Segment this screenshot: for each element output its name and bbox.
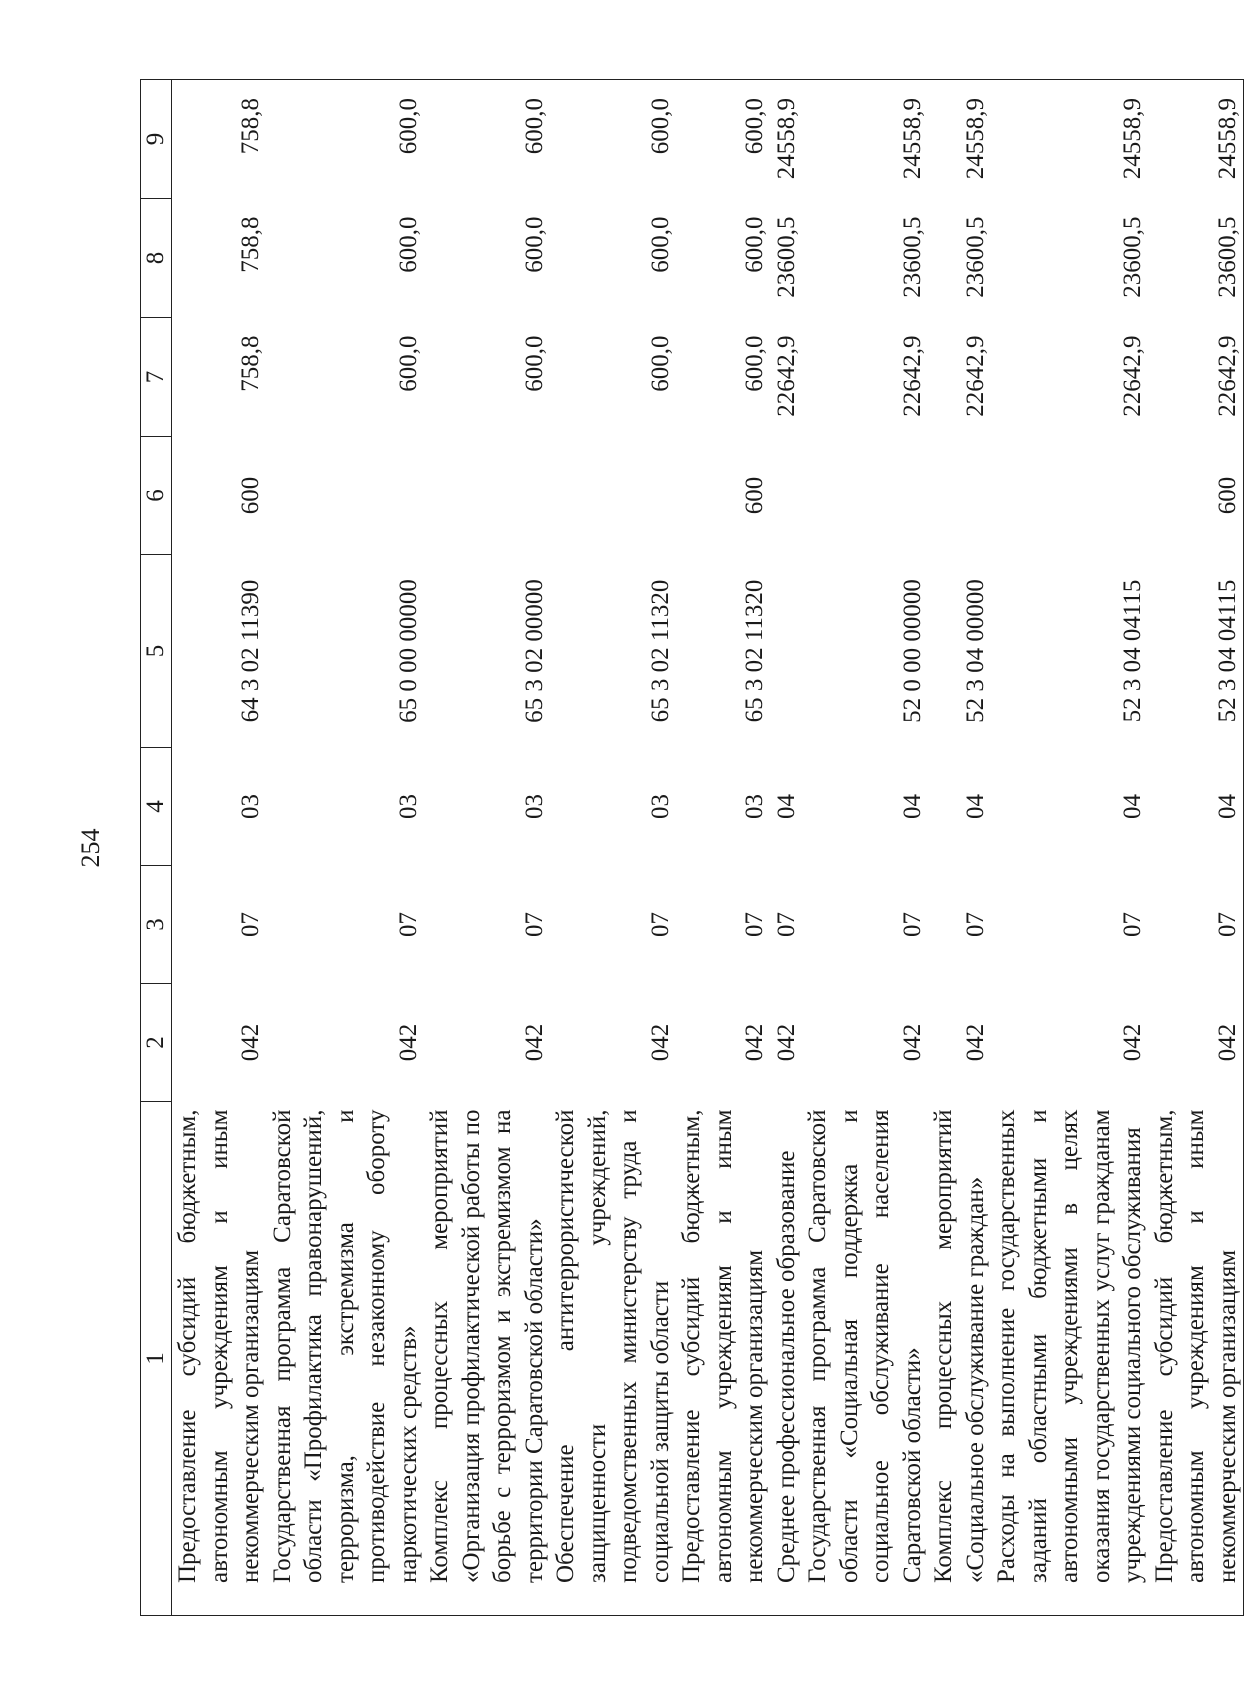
row-vr — [550, 437, 676, 555]
row-value-9: 600,0 — [394, 98, 422, 155]
row-name: Среднее профессиональное образование — [772, 1150, 800, 1583]
row-grbs: 042 — [961, 1023, 989, 1062]
row-prz: 04 — [961, 794, 989, 819]
row-value-8: 23600,5 — [1119, 216, 1146, 298]
row-value-7: 600,0 — [394, 335, 422, 392]
row-name: Государственная программа Саратовской области «Социальная поддержка и социальное обслуживание населения Саратовской области» — [804, 1109, 926, 1583]
row-value-8: 600,0 — [646, 216, 674, 273]
row-csr: 64 3 02 11390 — [237, 579, 264, 723]
row-vr — [424, 437, 550, 555]
header-col-3: 3 — [141, 866, 172, 984]
row-rz: 07 — [1119, 912, 1146, 937]
header-col-9: 9 — [141, 80, 172, 199]
row-name: Расходы на выполнение государственных заданий областными бюджетными и автономными учреждениями в целях оказания государственных услуг гражданам учреждениями социального обслуживания — [993, 1109, 1146, 1583]
row-csr: 52 3 04 00000 — [961, 579, 989, 723]
row-value-9: 600,0 — [741, 98, 768, 155]
row-rz: 07 — [898, 912, 926, 937]
row-rz: 07 — [520, 912, 548, 937]
table-body — [172, 80, 1244, 1616]
row-prz: 03 — [520, 794, 548, 819]
row-vr — [802, 437, 928, 555]
row-rz: 07 — [394, 912, 422, 937]
row-name: Комплекс процессных мероприятий «Социальное обслуживание граждан» — [930, 1109, 989, 1583]
row-grbs: 042 — [237, 1023, 264, 1062]
row-grbs: 042 — [898, 1023, 926, 1062]
row-value-9: 600,0 — [520, 98, 548, 155]
row-vr — [771, 437, 803, 555]
row-vr: 600 — [741, 476, 768, 515]
row-value-9: 24558,9 — [1213, 98, 1241, 180]
table-row — [172, 80, 267, 1616]
row-value-8: 600,0 — [394, 216, 422, 273]
row-rz: 07 — [741, 912, 768, 937]
header-col-8: 8 — [141, 199, 172, 318]
row-value-8: 23600,5 — [1213, 216, 1241, 298]
table-row — [424, 80, 550, 1616]
row-grbs: 042 — [741, 1023, 768, 1062]
row-grbs: 042 — [520, 1023, 548, 1062]
table-row — [991, 80, 1149, 1616]
row-prz: 04 — [898, 794, 926, 819]
row-csr: 65 3 02 11320 — [741, 579, 768, 723]
table-row — [771, 80, 803, 1616]
row-csr — [771, 555, 803, 748]
row-name: Предоставление субсидий бюджетным, автономным учреждениям и иным некоммерческим организациям — [678, 1109, 768, 1583]
row-csr: 52 3 04 04115 — [1119, 579, 1146, 723]
row-rz: 07 — [961, 912, 989, 937]
row-rz: 07 — [646, 912, 674, 937]
row-value-8: 758,8 — [237, 216, 264, 273]
row-vr — [991, 437, 1149, 555]
row-grbs: 042 — [1119, 1023, 1146, 1062]
row-grbs: 042 — [646, 1023, 674, 1062]
header-row — [141, 80, 172, 1616]
row-prz: 04 — [772, 794, 800, 819]
row-value-9: 24558,9 — [772, 98, 800, 180]
row-grbs: 042 — [772, 1023, 800, 1062]
row-csr: 52 0 00 00000 — [898, 579, 926, 723]
table-row — [928, 80, 991, 1616]
table-row — [550, 80, 676, 1616]
row-name: Предоставление субсидий бюджетным, автономным учреждениям и иным некоммерческим организациям — [174, 1109, 264, 1583]
budget-table — [140, 79, 1244, 1616]
header-col-5: 5 — [141, 555, 172, 748]
row-value-8: 600,0 — [741, 216, 768, 273]
row-prz: 03 — [237, 794, 264, 819]
row-prz: 03 — [394, 794, 422, 819]
page-number: 254 — [76, 828, 105, 868]
row-vr: 600 — [1213, 476, 1241, 515]
row-prz: 04 — [1119, 794, 1146, 819]
row-value-7: 22642,9 — [961, 335, 989, 417]
row-value-7: 758,8 — [237, 335, 264, 392]
row-value-7: 600,0 — [741, 335, 768, 392]
table-row — [267, 80, 425, 1616]
header-col-6: 6 — [141, 437, 172, 555]
table-row — [676, 80, 771, 1616]
table-row — [802, 80, 928, 1616]
header-col-1: 1 — [141, 1102, 172, 1616]
row-grbs: 042 — [1213, 1023, 1241, 1062]
row-vr — [928, 437, 991, 555]
row-rz: 07 — [1213, 912, 1241, 937]
row-value-8: 23600,5 — [961, 216, 989, 298]
row-vr: 600 — [237, 476, 264, 515]
row-rz: 07 — [772, 912, 800, 937]
row-value-9: 600,0 — [646, 98, 674, 155]
row-value-8: 23600,5 — [898, 216, 926, 298]
header-col-4: 4 — [141, 748, 172, 866]
row-value-7: 22642,9 — [772, 335, 800, 417]
row-value-9: 24558,9 — [898, 98, 926, 180]
row-csr: 52 3 04 04115 — [1213, 579, 1241, 723]
table-header — [141, 80, 172, 1616]
row-value-9: 24558,9 — [961, 98, 989, 180]
row-value-7: 22642,9 — [898, 335, 926, 417]
row-name: Государственная программа Саратовской области «Профилактика правонарушений, терроризма, экстремизма и противодействие незаконному обороту наркотических средств» — [268, 1109, 422, 1583]
row-value-7: 22642,9 — [1119, 335, 1146, 417]
row-rz: 07 — [237, 912, 264, 937]
header-col-7: 7 — [141, 318, 172, 437]
row-value-7: 600,0 — [646, 335, 674, 392]
row-value-9: 24558,9 — [1119, 98, 1146, 180]
row-value-7: 600,0 — [520, 335, 548, 392]
row-prz: 04 — [1213, 794, 1241, 819]
table-row — [1149, 80, 1244, 1616]
row-prz: 03 — [646, 794, 674, 819]
row-grbs: 042 — [394, 1023, 422, 1062]
row-value-8: 23600,5 — [772, 216, 800, 298]
row-name: Комплекс процессных мероприятий «Организация профилактической работы по борьбе с терроризмом и экстремизмом на территории Саратовской области» — [426, 1109, 548, 1583]
row-csr: 65 3 02 00000 — [520, 579, 548, 723]
row-value-7: 22642,9 — [1213, 335, 1241, 417]
row-prz: 03 — [741, 794, 768, 819]
row-name: Предоставление субсидий бюджетным, автономным учреждениям и иным некоммерческим организациям — [1150, 1109, 1241, 1583]
row-csr: 65 0 00 00000 — [394, 579, 422, 723]
row-vr — [267, 437, 425, 555]
header-col-2: 2 — [141, 984, 172, 1102]
row-value-8: 600,0 — [520, 216, 548, 273]
row-name: Обеспечение антитеррористической защищенности учреждений, подведомственных министерству труда и социальной защиты области — [552, 1109, 674, 1583]
row-value-9: 758,8 — [237, 98, 264, 155]
row-csr: 65 3 02 11320 — [646, 579, 674, 723]
